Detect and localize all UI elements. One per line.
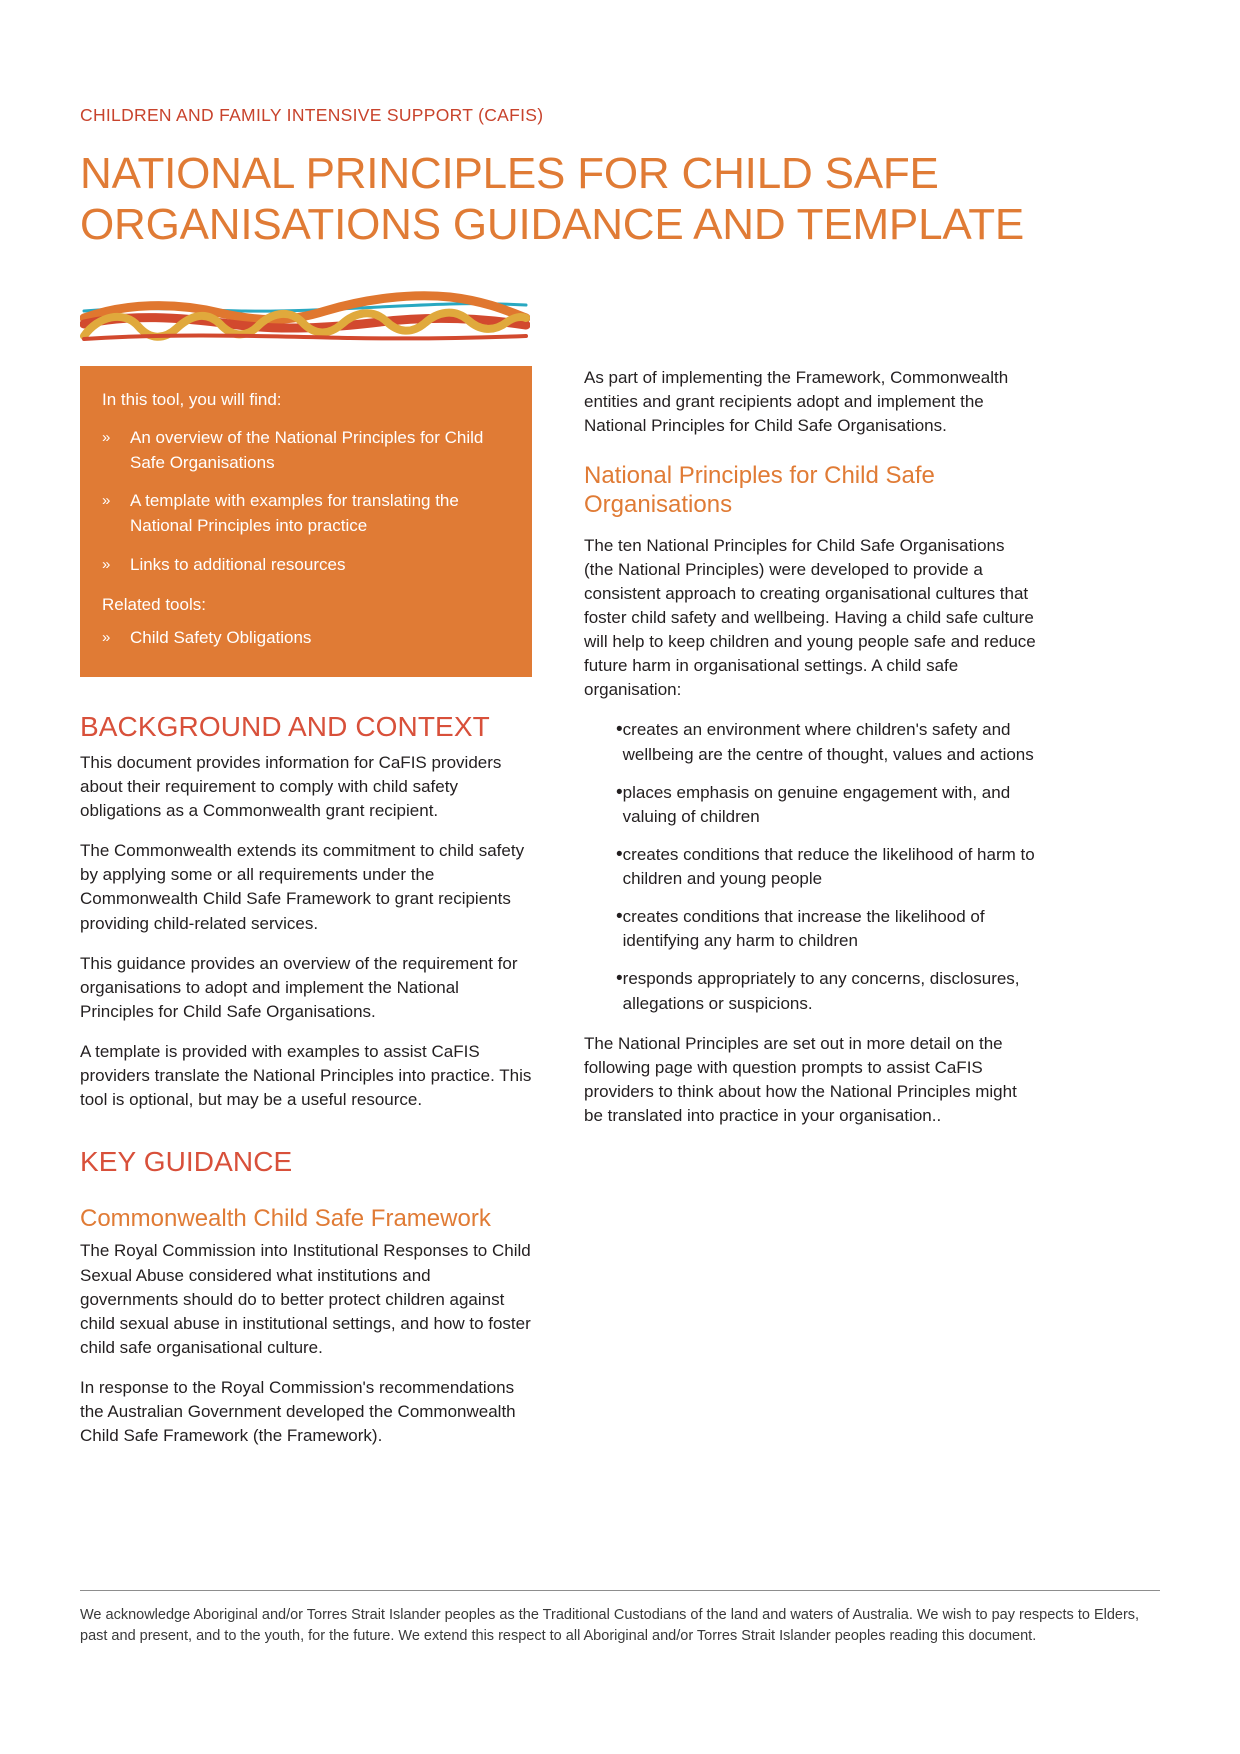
subsection-heading-national-principles: National Principles for Child Safe Organisations: [584, 461, 935, 518]
callout-related-tools-label: Related tools:: [102, 595, 206, 615]
list-item[interactable]: [102, 626, 506, 651]
principles-closing-paragraph: The National Principles are set out in more detail on the following page with question prompts to assist CaFIS providers to think about how the National Principles might be translated into practice in your organisation..: [584, 1033, 1017, 1125]
dot-bullet-icon: •: [616, 719, 623, 741]
principles-intro-paragraph: The ten National Principles for Child Safe Organisations (the National Principles) were developed to provide a consistent approach to creating organisational cultures that foster child safety and wellbeing. Having a child safe culture will help to keep children and young people safe and reduce future harm in organisational settings. A child safe organisation:: [584, 535, 1036, 700]
page-title: NATIONAL PRINCIPLES FOR CHILD SAFE ORGANISATIONS GUIDANCE AND TEMPLATE: [80, 149, 1025, 250]
two-column-body: [80, 366, 1160, 1449]
background-paragraph: This document provides information for CaFIS providers about their requirement to comply with child safety obligations as a Commonwealth grant recipient.: [80, 752, 502, 821]
callout-lead-text: In this tool, you will find:: [102, 389, 282, 409]
child-safe-organisation-bullets: [584, 718, 1036, 1015]
dot-bullet-icon: •: [616, 968, 623, 990]
bullet-label: creates conditions that increase the likelihood of identifying any harm to children: [622, 907, 985, 951]
bullet-label: creates an environment where children's safety and wellbeing are the centre of thought, values and actions: [622, 720, 1034, 764]
section-heading-key-guidance: KEY GUIDANCE: [80, 1146, 293, 1178]
background-paragraph: The Commonwealth extends its commitment to child safety by applying some or all requirements under the Commonwealth Child Safe Framework to grant recipients providing child-related services.: [80, 841, 525, 933]
decorative-wave-graphic: [80, 280, 530, 342]
list-item: [584, 781, 1036, 829]
bullet-label: places emphasis on genuine engagement with, and valuing of children: [622, 782, 1011, 826]
subsection-heading-commonwealth-child-safe-framework: Commonwealth Child Safe Framework: [80, 1204, 491, 1232]
list-item: [584, 967, 1036, 1015]
list-item: [584, 718, 1036, 766]
callout-item-label: A template with examples for translating the National Principles into practice: [130, 491, 459, 536]
background-paragraph: This guidance provides an overview of the requirement for organisations to adopt and implement the National Principles for Child Safe Organisations.: [80, 953, 518, 1021]
right-column: [584, 366, 1036, 1129]
bullet-label: creates conditions that reduce the likelihood of harm to children and young people: [622, 844, 1035, 888]
related-tool-link[interactable]: Child Safety Obligations: [130, 628, 312, 648]
list-item: [584, 843, 1036, 891]
list-item: [102, 489, 506, 538]
dot-bullet-icon: •: [616, 906, 623, 928]
callout-item-label: An overview of the National Principles for Child Safe Organisations: [130, 428, 484, 472]
guillemet-bullet-icon: »: [102, 555, 111, 573]
dot-bullet-icon: •: [616, 781, 623, 803]
in-this-tool-callout: [80, 366, 532, 677]
framework-paragraph: In response to the Royal Commission's recommendations the Australian Government developed the Commonwealth Child Safe Framework (the Framework).: [80, 1378, 516, 1446]
callout-related-list: [102, 626, 506, 651]
list-item: [102, 553, 506, 578]
background-paragraph: A template is provided with examples to assist CaFIS providers translate the National Principles into practice. This tool is optional, but may be a useful resource.: [80, 1042, 532, 1110]
footer-divider: [80, 1590, 1160, 1591]
list-item: [102, 426, 506, 475]
bullet-label: responds appropriately to any concerns, disclosures, allegations or suspicions.: [622, 969, 1020, 1013]
document-eyebrow: CHILDREN AND FAMILY INTENSIVE SUPPORT (CAFIS): [80, 105, 544, 125]
list-item: [584, 905, 1036, 953]
guillemet-bullet-icon: »: [102, 492, 111, 510]
footer: [80, 1590, 1160, 1648]
guillemet-bullet-icon: »: [102, 629, 111, 647]
callout-find-list: [102, 426, 506, 577]
callout-item-label: Links to additional resources: [130, 554, 346, 574]
dot-bullet-icon: •: [616, 843, 623, 865]
section-heading-background-and-context: BACKGROUND AND CONTEXT: [80, 710, 490, 742]
framework-paragraph: The Royal Commission into Institutional Responses to Child Sexual Abuse considered what institutions and governments should do to better protect children against child sexual abuse in institutional settings, and how to foster child safe organisational culture.: [80, 1241, 531, 1357]
guillemet-bullet-icon: »: [102, 429, 111, 447]
framework-intro-paragraph: As part of implementing the Framework, Commonwealth entities and grant recipients adopt and implement the National Principles for Child Safe Organisations.: [584, 367, 1009, 435]
acknowledgement-of-country: We acknowledge Aboriginal and/or Torres Strait Islander peoples as the Traditional Custodians of the land and waters of Australia. We wish to pay respects to Elders, past and present, and to the youth, for the future. We extend this respect to all Aboriginal and/or Torres Strait Islander peoples reading this document.: [80, 1607, 1140, 1645]
left-column: [80, 366, 532, 1449]
